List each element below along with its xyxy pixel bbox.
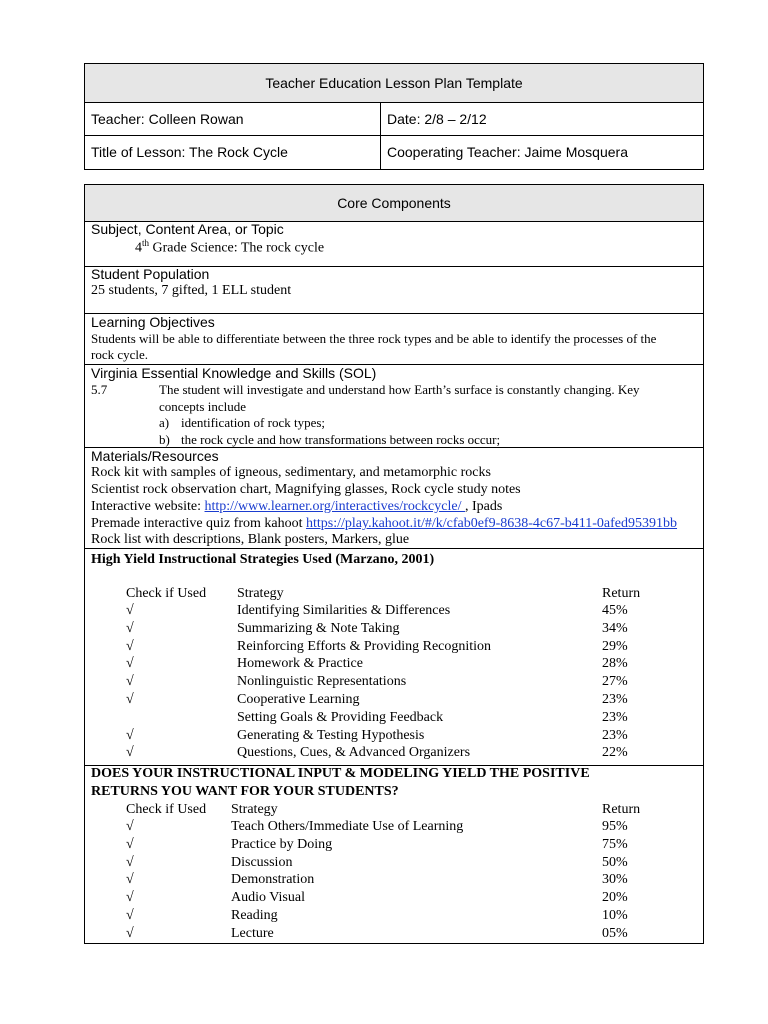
- input-col-return: Return: [602, 802, 641, 817]
- subject-label: Subject, Content Area, or Topic: [91, 221, 284, 237]
- check-mark: √: [126, 836, 134, 852]
- check-mark: √: [126, 656, 134, 672]
- sol-line-1: The student will investigate and understand how Earth’s surface is constantly changing. Key: [159, 382, 640, 397]
- input-title-line-2: RETURNS YOU WANT FOR YOUR STUDENTS?: [91, 784, 399, 799]
- sol-item-a-marker: a): [159, 415, 170, 430]
- cooperating-teacher-cell: [381, 136, 703, 169]
- date-cell: [381, 103, 703, 136]
- cooperating-teacher: Cooperating Teacher: Jaime Mosquera: [387, 144, 628, 160]
- template-title-text: Teacher Education Lesson Plan Template: [265, 75, 523, 91]
- lesson-title-cell: [85, 136, 381, 169]
- strategy-name: Reinforcing Efforts & Providing Recognition: [237, 638, 492, 654]
- sol-label: Virginia Essential Knowledge and Skills (SOL): [91, 365, 377, 381]
- lesson-title: Title of Lesson: The Rock Cycle: [91, 144, 288, 160]
- strategy-name: Lecture: [231, 925, 274, 941]
- return-value: 34%: [602, 620, 628, 636]
- return-value: 23%: [602, 727, 628, 743]
- strategy-name: Generating & Testing Hypothesis: [237, 727, 425, 743]
- kahoot-quiz-link[interactable]: https://play.kahoot.it/#/k/cfab0ef9-8638-4c67-b411-0afed95391bb: [305, 516, 678, 531]
- strategies-col-return: Return: [602, 586, 641, 601]
- lesson-dates: Date: 2/8 – 2/12: [387, 111, 487, 127]
- strategy-name: Homework & Practice: [237, 656, 363, 672]
- teacher-name: Teacher: Colleen Rowan: [91, 111, 244, 127]
- return-value: 23%: [602, 692, 628, 707]
- check-mark: √: [126, 620, 134, 636]
- return-value: 28%: [602, 656, 628, 672]
- materials-line-3: [91, 499, 502, 515]
- strategy-name: Reading: [231, 908, 278, 923]
- objectives-line-2: rock cycle.: [91, 347, 149, 362]
- objectives-section: [84, 314, 704, 365]
- return-value: 75%: [602, 836, 628, 852]
- check-mark: √: [126, 819, 134, 834]
- population-text: 25 students, 7 gifted, 1 ELL student: [91, 283, 292, 298]
- sol-item-b: the rock cycle and how transformations between rocks occur;: [181, 432, 501, 447]
- materials-line-2: Scientist rock observation chart, Magnifying glasses, Rock cycle study notes: [91, 482, 521, 497]
- return-value: 27%: [602, 674, 628, 690]
- sol-line-2: concepts include: [159, 399, 246, 414]
- materials-line-4: [91, 516, 677, 532]
- core-components-title: Core Components: [337, 195, 451, 211]
- strategy-name: Summarizing & Note Taking: [237, 620, 400, 636]
- sol-number: 5.7: [91, 382, 108, 397]
- check-mark: √: [126, 925, 134, 941]
- materials-line-5: Rock list with descriptions, Blank posters, Markers, glue: [91, 532, 410, 547]
- website-prefix: Interactive website:: [91, 499, 205, 514]
- return-value: 20%: [602, 890, 628, 906]
- check-mark: √: [126, 674, 134, 690]
- strategy-name: Demonstration: [231, 872, 315, 888]
- header-table: [84, 63, 704, 170]
- materials-section: [84, 448, 704, 549]
- rockcycle-website-link[interactable]: http://www.learner.org/interactives/rockcycle/: [204, 499, 465, 514]
- template-title: [85, 64, 703, 103]
- input-section: [84, 766, 704, 944]
- objectives-line-1: Students will be able to differentiate between the three rock types and be able to identify the processes of the: [91, 331, 657, 346]
- core-components-header: [84, 184, 704, 222]
- input-col-strategy: Strategy: [231, 802, 278, 817]
- strategy-name: Questions, Cues, & Advanced Organizers: [237, 745, 471, 761]
- input-col-check: Check if Used: [126, 802, 207, 817]
- strategies-title: High Yield Instructional Strategies Used (Marzano, 2001): [91, 552, 435, 567]
- materials-line-1: Rock kit with samples of igneous, sedimentary, and metamorphic rocks: [91, 465, 491, 480]
- strategy-name: Setting Goals & Providing Feedback: [237, 709, 444, 725]
- return-value: 50%: [602, 854, 628, 870]
- subject-text: [135, 238, 324, 257]
- return-value: 95%: [602, 819, 628, 834]
- return-value: 45%: [602, 603, 628, 618]
- check-mark: √: [126, 908, 134, 923]
- check-mark: √: [126, 745, 134, 761]
- check-mark: √: [126, 890, 134, 906]
- materials-label: Materials/Resources: [91, 448, 219, 464]
- return-value: 29%: [602, 638, 628, 654]
- subject-description: Grade Science: The rock cycle: [149, 240, 325, 256]
- kahoot-prefix: Premade interactive quiz from kahoot: [91, 516, 306, 531]
- strategy-name: Discussion: [231, 854, 293, 870]
- grade-number: 4: [135, 240, 142, 256]
- check-mark: √: [126, 872, 134, 888]
- strategies-col-check: Check if Used: [126, 586, 207, 601]
- subject-section: [84, 222, 704, 267]
- return-value: 30%: [602, 872, 628, 888]
- population-label: Student Population: [91, 266, 210, 282]
- check-mark: √: [126, 854, 134, 870]
- strategy-name: Identifying Similarities & Differences: [237, 603, 451, 618]
- objectives-label: Learning Objectives: [91, 314, 215, 330]
- population-section: [84, 267, 704, 314]
- return-value: 23%: [602, 709, 628, 725]
- check-mark: √: [126, 692, 134, 707]
- check-mark: √: [126, 638, 134, 654]
- strategies-section: [84, 549, 704, 766]
- teacher-cell: [85, 103, 381, 136]
- return-value: 05%: [602, 925, 628, 941]
- sol-section: [84, 365, 704, 448]
- sol-item-b-marker: b): [159, 432, 170, 447]
- check-mark: √: [126, 603, 134, 618]
- strategy-name: Teach Others/Immediate Use of Learning: [231, 819, 464, 834]
- strategy-name: Practice by Doing: [231, 836, 333, 852]
- strategy-name: Audio Visual: [231, 890, 305, 906]
- strategy-name: Cooperative Learning: [237, 692, 360, 707]
- return-value: 10%: [602, 908, 628, 923]
- return-value: 22%: [602, 745, 628, 761]
- website-suffix: , Ipads: [464, 499, 503, 514]
- strategies-col-strategy: Strategy: [237, 586, 284, 601]
- grade-suffix: th: [142, 238, 150, 248]
- sol-item-a: identification of rock types;: [181, 415, 326, 430]
- check-mark: √: [126, 727, 134, 743]
- strategy-name: Nonlinguistic Representations: [237, 674, 407, 690]
- input-title-line-1: DOES YOUR INSTRUCTIONAL INPUT & MODELING YIELD THE POSITIVE: [91, 766, 590, 781]
